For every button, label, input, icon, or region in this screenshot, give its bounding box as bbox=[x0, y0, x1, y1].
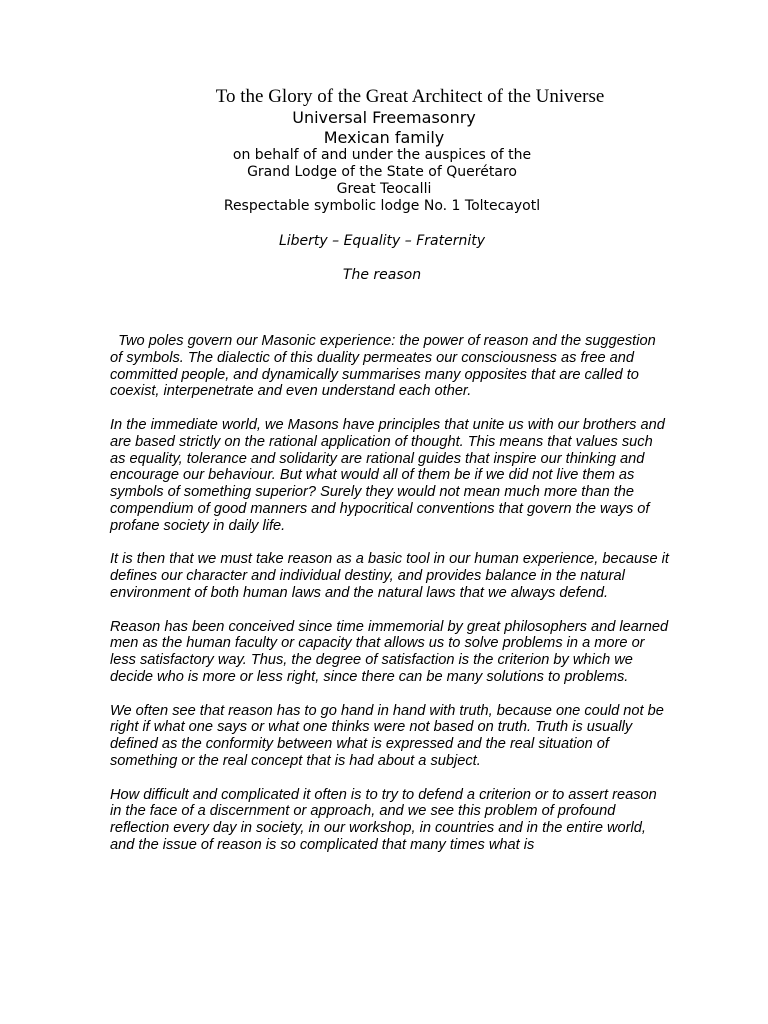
heading-grand-lodge: Grand Lodge of the State of Querétaro bbox=[247, 164, 517, 180]
heading-universal-freemasonry: Universal Freemasonry bbox=[292, 108, 476, 127]
heading-mexican-family: Mexican family bbox=[323, 128, 445, 147]
heading-auspices: on behalf of and under the auspices of the bbox=[232, 147, 532, 163]
motto: Liberty – Equality – Fraternity bbox=[278, 233, 486, 249]
paragraph-3: It is then that we must take reason as a basic tool in our human experience, because it defines our character and individual destiny, and provides balance in the natural environment of both human laws and the natural laws that we always defend. bbox=[110, 551, 669, 601]
heading-lodge-name: Respectable symbolic lodge No. 1 Toltecayotl bbox=[223, 198, 541, 214]
heading-great-teocalli: Great Teocalli bbox=[336, 181, 432, 197]
paragraph-6: How difficult and complicated it often is to try to defend a criterion or to assert reason in the face of a discernment or approach, and we see this problem of profound reflection every day in society, in our workshop, in countries and in the entire world, and the issue of reason is so complicated that many times what is bbox=[110, 786, 657, 853]
paragraph-5: We often see that reason has to go hand in hand with truth, because one could not be right if what one says or what one thinks were not based on truth. Truth is usually defined as the conformity between what is expressed and the real situation of something or the real concept that is had about a subject. bbox=[110, 702, 664, 769]
paragraph-1-text: Two poles govern our Masonic experience: the power of reason and the suggestion of symbols. The dialectic of this duality permeates our consciousness as free and committed people, and dynamically summarises many opposites that are called to coexist, interpenetrate and even understand each other. bbox=[110, 333, 656, 400]
paragraph-2: In the immediate world, we Masons have principles that unite us with our brothers and are based strictly on the rational application of thought. This means that values such as equality, tolerance and solidarity are rational guides that inspire our thinking and encourage our behaviour. But what would all of them be if we did not live them as symbols of something superior? Surely they would not mean much more than the compendium of good manners and hypocritical conventions that govern the ways of profane society in daily life. bbox=[110, 416, 665, 534]
body-text bbox=[110, 333, 670, 871]
section-subtitle: The reason bbox=[342, 267, 422, 283]
dedication-title: To the Glory of the Great Architect of the Universe bbox=[215, 86, 605, 107]
paragraph-1 bbox=[110, 333, 670, 400]
paragraph-4: Reason has been conceived since time immemorial by great philosophers and learned men as the human faculty or capacity that allows us to solve problems in a more or less satisfactory way. Thus, the degree of satisfaction is the criterion by which we decide who is more or less right, since there can be many solutions to problems. bbox=[110, 618, 669, 685]
